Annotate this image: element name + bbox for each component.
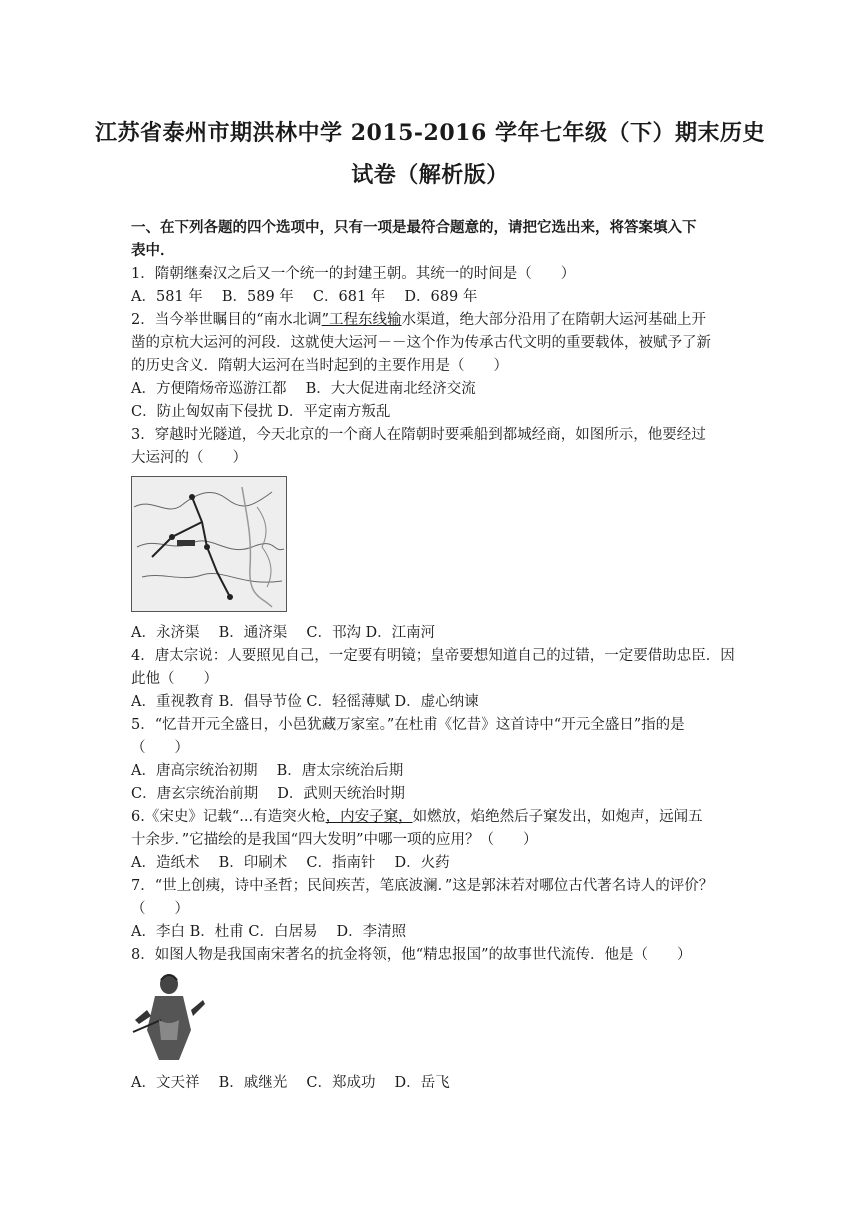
question-8-text: 8．如图人物是我国南宋著名的抗金将领，他“精忠报国”的故事世代流传．他是（ ） bbox=[131, 947, 692, 963]
question-1-options: A．581 年 B．589 年 C．681 年 D．689 年 bbox=[131, 289, 478, 305]
question-5-text-cont: （ ） bbox=[131, 740, 189, 756]
question-4-text: 4．唐太宗说：人要照见自己，一定要有明镜；皇帝要想知道自己的过错，一定要借助忠臣．因 bbox=[131, 648, 735, 664]
general-figure-illustration bbox=[131, 970, 207, 1064]
question-1-text: 1．隋朝继秦汉之后又一个统一的封建王朝。其统一的时间是（ ） bbox=[131, 266, 576, 282]
question-5-text: 5．“忆昔开元全盛日，小邑犹藏万家室。”在杜甫《忆昔》这首诗中“开元全盛日”指的是 bbox=[131, 717, 685, 733]
question-6-text-cont: 十余步．”它描绘的是我国“四大发明”中哪一项的应用？（ ） bbox=[131, 832, 538, 848]
question-7-text-cont: （ ） bbox=[131, 901, 189, 917]
question-2-options: C．防止匈奴南下侵扰 D．平定南方叛乱 bbox=[131, 404, 391, 420]
question-7-text: 7．“世上创痍，诗中圣哲；民间疾苦，笔底波澜．”这是郭沫若对哪位古代著名诗人的评价？ bbox=[131, 878, 714, 894]
question-8-options: A．文天祥 B．戚继光 C．郑成功 D．岳飞 bbox=[131, 1075, 450, 1091]
map-illustration bbox=[132, 477, 286, 611]
exam-title-line-2: 试卷（解析版） bbox=[351, 162, 509, 188]
question-2-text-cont: 凿的京杭大运河的河段．这就使大运河－－这个作为传承古代文明的重要载体，被赋予了新 bbox=[131, 335, 711, 351]
question-5-options: C．唐玄宗统治前期 D．武则天统治时期 bbox=[131, 786, 405, 802]
yue-fei-portrait-image bbox=[131, 970, 207, 1064]
question-7-options: A．李白 B．杜甫 C．白居易 D．李清照 bbox=[131, 924, 407, 940]
question-2-text-cont: 的历史含义．隋朝大运河在当时起到的主要作用是（ ） bbox=[131, 358, 508, 374]
section-heading-cont: 表中． bbox=[131, 242, 175, 259]
question-2-text: 2．当今举世瞩目的“南水北调”工程东线输水渠道，绝大部分沿用了在隋朝大运河基础上开 bbox=[131, 312, 707, 328]
question-3-text-cont: 大运河的（ ） bbox=[131, 450, 247, 466]
question-4-text-cont: 此他（ ） bbox=[131, 671, 218, 687]
question-3-text: 3．穿越时光隧道，今天北京的一个商人在隋朝时要乘船到都城经商，如图所示，他要经过 bbox=[131, 427, 706, 443]
question-5-options: A．唐高宗统治初期 B．唐太宗统治后期 bbox=[131, 763, 404, 779]
underlined-phrase: ，内安子窠， bbox=[325, 809, 413, 825]
question-6-options: A．造纸术 B．印刷术 C．指南针 D．火药 bbox=[131, 855, 450, 871]
question-3-options: A．永济渠 B．通济渠 C．邗沟 D．江南河 bbox=[131, 625, 436, 641]
exam-title-line-1: 江苏省泰州市期洪林中学 2015-2016 学年七年级（下）期末历史 bbox=[95, 120, 765, 146]
grand-canal-map-image bbox=[131, 476, 287, 612]
underlined-phrase: ”工程东线输 bbox=[321, 312, 402, 328]
question-2-options: A．方便隋炀帝巡游江都 B．大大促进南北经济交流 bbox=[131, 381, 476, 397]
section-heading: 一、在下列各题的四个选项中，只有一项是最符合题意的，请把它选出来，将答案填入下 bbox=[131, 219, 697, 236]
question-4-options: A．重视教育 B．倡导节俭 C．轻徭薄赋 D．虚心纳谏 bbox=[131, 694, 479, 710]
question-6-text: 6.《宋史》记载“...有造突火枪，内安子窠，如燃放，焰绝然后子窠发出，如炮声，远闻五 bbox=[131, 809, 703, 825]
